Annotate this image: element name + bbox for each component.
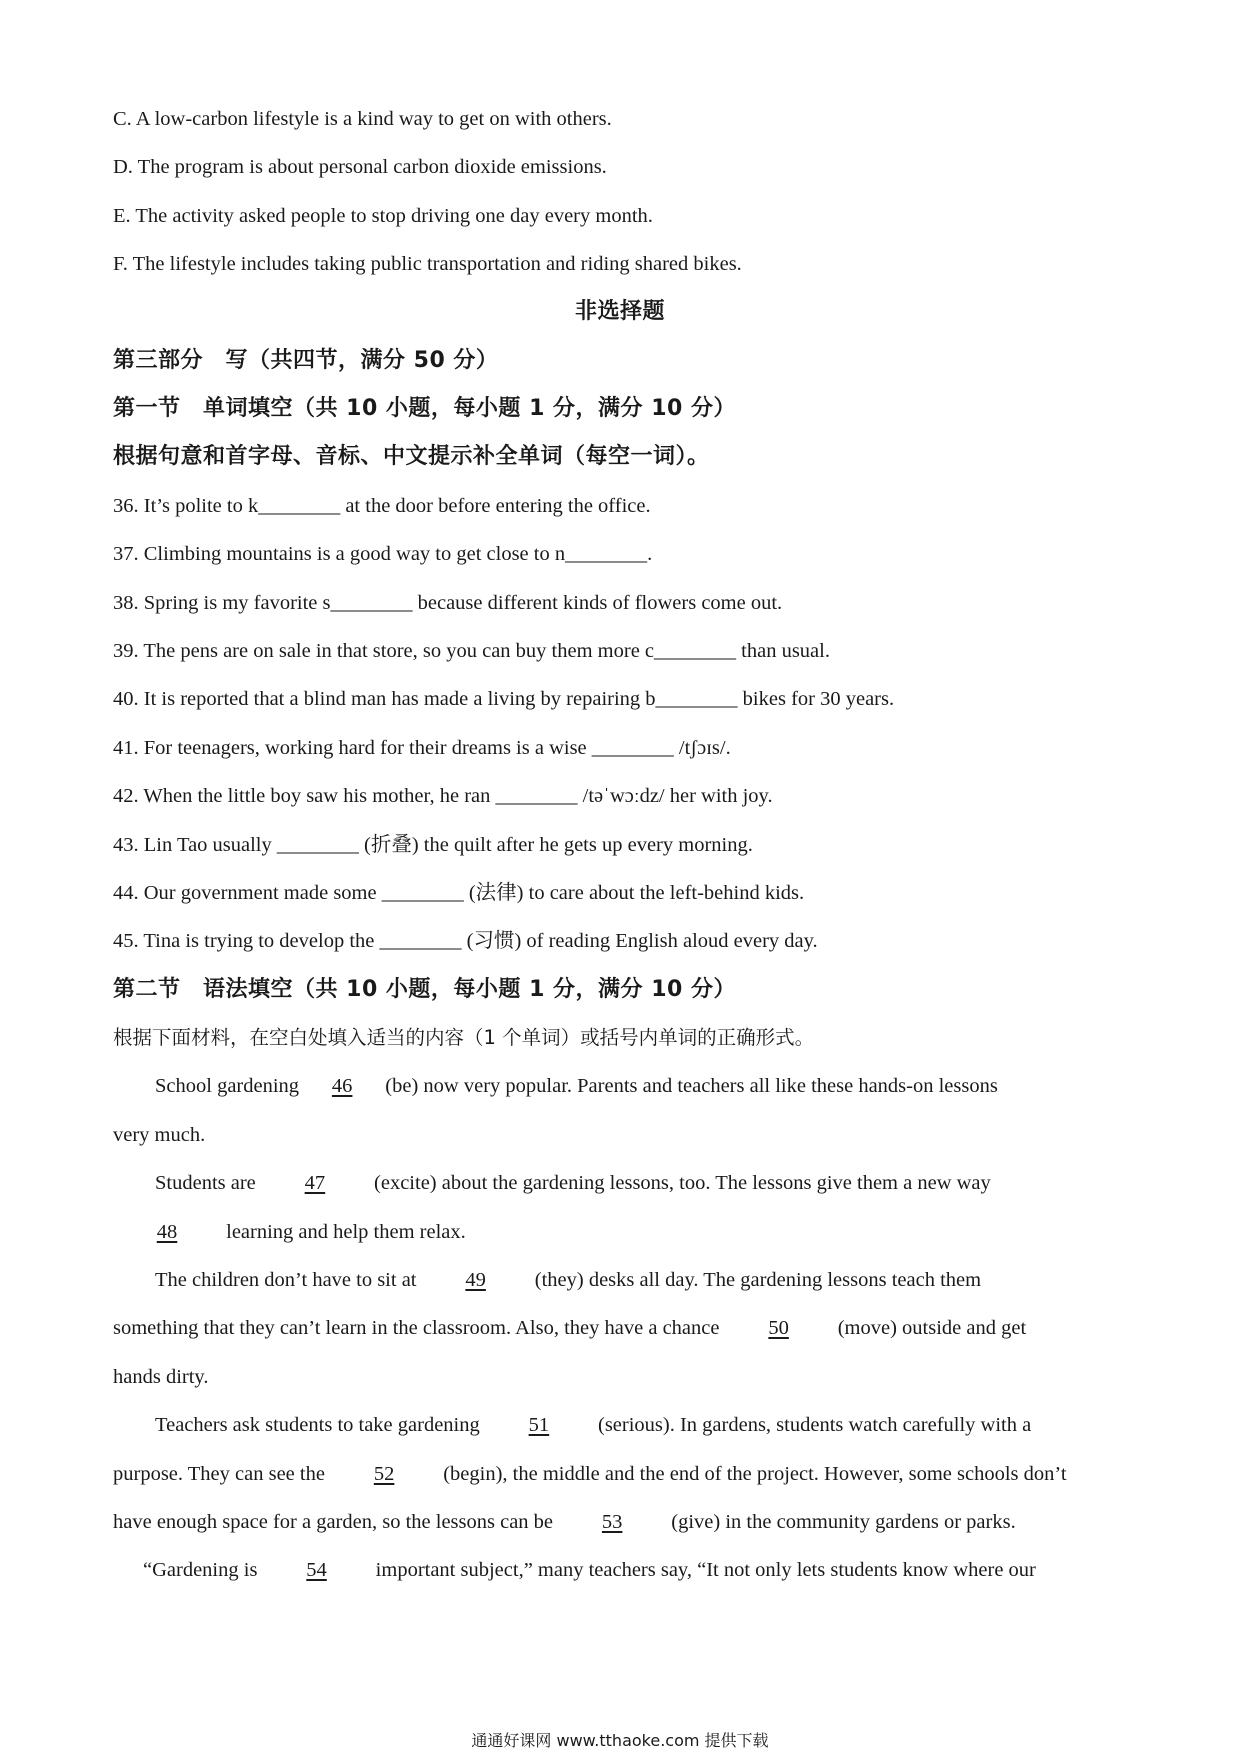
- part3-title: 第三部分 写（共四节，满分 50 分）: [113, 348, 499, 373]
- passage-line: School gardening 46 (be) now very popular. Parents and teachers all like these hands-on lessons: [155, 1072, 998, 1100]
- option-d: D. The program is about personal carbon dioxide emissions.: [113, 156, 607, 178]
- passage-line: have enough space for a garden, so the lessons can be 53 (give) in the community gardens or parks.: [113, 1508, 1016, 1536]
- section2-title: 第二节 语法填空（共 10 小题，每小题 1 分，满分 10 分）: [113, 977, 736, 1002]
- answer-blank-53[interactable]: 53: [601, 1511, 623, 1533]
- answer-blank-48[interactable]: 48: [156, 1221, 178, 1243]
- section1-instruction: 根据句意和首字母、音标、中文提示补全单词（每空一词）。: [113, 444, 710, 469]
- answer-blank-47[interactable]: 47: [304, 1172, 326, 1194]
- question-41: 41. For teenagers, working hard for their dreams is a wise ________ /tʃɔɪs/.: [113, 737, 731, 759]
- answer-blank-49[interactable]: 49: [465, 1269, 486, 1291]
- question-45: 45. Tina is trying to develop the ________ (习惯) of reading English aloud every day.: [113, 930, 818, 952]
- answer-blank[interactable]: ________: [565, 543, 648, 565]
- question-40: 40. It is reported that a blind man has made a living by repairing b________ bikes for 30 years.: [113, 688, 895, 710]
- question-42: 42. When the little boy saw his mother, he ran ________ /təˈwɔːdz/ her with joy.: [113, 785, 773, 807]
- passage-line: very much.: [113, 1124, 206, 1146]
- answer-blank[interactable]: ________: [276, 834, 359, 856]
- question-44: 44. Our government made some ________ (法律) to care about the left-behind kids.: [113, 882, 805, 904]
- passage-line: 48 learning and help them relax.: [113, 1218, 466, 1246]
- answer-blank[interactable]: ________: [379, 930, 462, 952]
- option-e: E. The activity asked people to stop driving one day every month.: [113, 205, 653, 227]
- answer-blank[interactable]: ________: [381, 882, 464, 904]
- passage-line: something that they can’t learn in the classroom. Also, they have a chance 50 (move) outside and get: [113, 1314, 1026, 1342]
- question-43: 43. Lin Tao usually ________ (折叠) the quilt after he gets up every morning.: [113, 834, 753, 856]
- passage-line: The children don’t have to sit at 49 (they) desks all day. The gardening lessons teach them: [155, 1266, 981, 1294]
- option-f: F. The lifestyle includes taking public transportation and riding shared bikes.: [113, 253, 742, 275]
- passage-line: Students are 47 (excite) about the gardening lessons, too. The lessons give them a new way: [155, 1169, 991, 1197]
- answer-blank-50[interactable]: 50: [768, 1317, 789, 1339]
- answer-blank[interactable]: ________: [330, 592, 413, 614]
- non-choice-title: 非选择题: [574, 299, 665, 324]
- answer-blank[interactable]: ________: [495, 785, 578, 807]
- section1-title: 第一节 单词填空（共 10 小题，每小题 1 分，满分 10 分）: [113, 396, 736, 421]
- passage-line: “Gardening is 54 important subject,” many teachers say, “It not only lets students know where our: [143, 1556, 1036, 1584]
- answer-blank-52[interactable]: 52: [373, 1463, 395, 1485]
- answer-blank[interactable]: ________: [654, 640, 737, 662]
- answer-blank-51[interactable]: 51: [528, 1414, 550, 1436]
- passage-line: hands dirty.: [113, 1366, 209, 1388]
- question-39: 39. The pens are on sale in that store, so you can buy them more c________ than usual.: [113, 640, 830, 662]
- answer-blank[interactable]: ________: [655, 688, 738, 710]
- option-c: C. A low-carbon lifestyle is a kind way to get on with others.: [113, 108, 612, 130]
- question-36: 36. It’s polite to k________ at the door before entering the office.: [113, 495, 651, 517]
- answer-blank[interactable]: ________: [258, 495, 341, 517]
- passage-line: Teachers ask students to take gardening 51 (serious). In gardens, students watch carefully with a: [155, 1411, 1031, 1439]
- section2-instruction: 根据下面材料，在空白处填入适当的内容（1 个单词）或括号内单词的正确形式。: [113, 1026, 815, 1049]
- question-38: 38. Spring is my favorite s________ because different kinds of flowers come out.: [113, 592, 783, 614]
- answer-blank-46[interactable]: 46: [331, 1075, 353, 1097]
- question-37: 37. Climbing mountains is a good way to get close to n________.: [113, 543, 653, 565]
- page-footer: 通通好课网 www.tthaoke.com 提供下载: [471, 1731, 769, 1750]
- passage-line: purpose. They can see the 52 (begin), the middle and the end of the project. However, some schools don’t: [113, 1460, 1067, 1488]
- answer-blank-54[interactable]: 54: [306, 1559, 327, 1581]
- answer-blank[interactable]: ________: [591, 737, 674, 759]
